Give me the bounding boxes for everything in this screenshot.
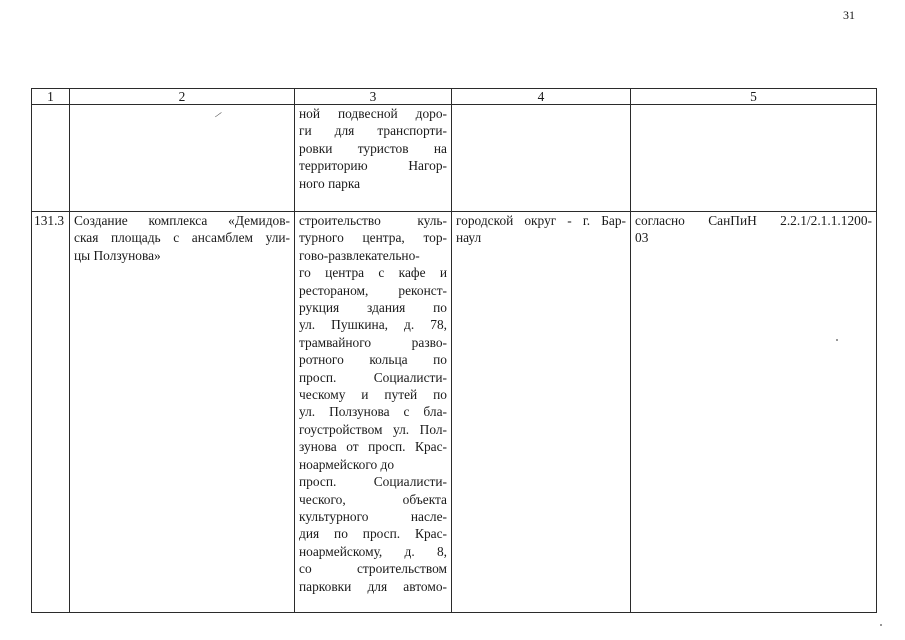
document-table xyxy=(31,88,877,613)
text-line: цы Ползунова» xyxy=(74,247,161,263)
text-line: рестораном, реконст- xyxy=(299,282,447,298)
description-cell xyxy=(295,212,452,613)
text-line: го центра с кафе и xyxy=(299,265,447,281)
row-number-cell xyxy=(32,105,70,212)
text-line: трамвайного разво- xyxy=(299,334,447,350)
text-line: наул xyxy=(456,230,482,246)
page-number: 31 xyxy=(843,8,855,22)
text-line: ческого, объекта xyxy=(299,491,447,507)
text-line: ноармейскому, д. 8, xyxy=(299,543,447,559)
text-line: ческому и путей по xyxy=(299,387,447,403)
text-line: ул. Ползунова с бла- xyxy=(299,404,447,420)
text-line: зунова от просп. Крас- xyxy=(299,439,447,455)
text-line: ного парка xyxy=(299,175,361,191)
column-header: 5 xyxy=(631,89,877,105)
text-line: просп. Социалисти- xyxy=(299,369,447,385)
text-line: парковки для автомо- xyxy=(299,578,447,594)
text-line: ская площадь с ансамблем ули- xyxy=(74,230,290,246)
text-line: 03 xyxy=(635,230,649,246)
text-line: ротного кольца по xyxy=(299,352,447,368)
text-line: ной подвесной доро- xyxy=(299,106,447,121)
scan-speck xyxy=(880,624,882,626)
column-number-header-row xyxy=(32,89,877,105)
text-line: ровки туристов на xyxy=(299,140,447,156)
text-line: ул. Пушкина, д. 78, xyxy=(299,317,447,333)
column-header: 1 xyxy=(32,89,70,105)
pen-tick-mark: / xyxy=(213,109,223,121)
text-line: турного центра, тор- xyxy=(299,230,447,246)
continuation-row xyxy=(32,105,877,212)
table-row xyxy=(32,212,877,613)
location-cell xyxy=(452,212,631,613)
text-line: со строительством xyxy=(299,561,447,577)
text-line: согласно СанПиН 2.2.1/2.1.1.1200- xyxy=(635,213,872,228)
text-line: территорию Нагор- xyxy=(299,158,447,174)
scan-speck xyxy=(836,339,838,341)
location-cell xyxy=(452,105,631,212)
text-line: строительство куль- xyxy=(299,213,447,228)
column-header: 2 xyxy=(70,89,295,105)
text-line: дия по просп. Крас- xyxy=(299,526,447,542)
text-line: ноармейского до xyxy=(299,456,395,472)
text-line: культурного насле- xyxy=(299,508,447,524)
object-name-cell xyxy=(70,105,295,212)
regulation-cell xyxy=(631,105,877,212)
text-line: гоустройством ул. Пол- xyxy=(299,421,447,437)
text-line: Создание комплекса «Демидов- xyxy=(74,213,290,228)
text-line: рукция здания по xyxy=(299,300,447,316)
text-line: городской округ - г. Бар- xyxy=(456,213,626,228)
regulation-cell xyxy=(631,212,877,613)
object-name-cell xyxy=(70,212,295,613)
text-line: ги для транспорти- xyxy=(299,123,447,139)
column-header: 4 xyxy=(452,89,631,105)
text-line: гово-развлекательно- xyxy=(299,247,420,263)
row-number-cell: 131.3 xyxy=(32,212,70,613)
text-line: просп. Социалисти- xyxy=(299,474,447,490)
description-cell xyxy=(295,105,452,212)
column-header: 3 xyxy=(295,89,452,105)
